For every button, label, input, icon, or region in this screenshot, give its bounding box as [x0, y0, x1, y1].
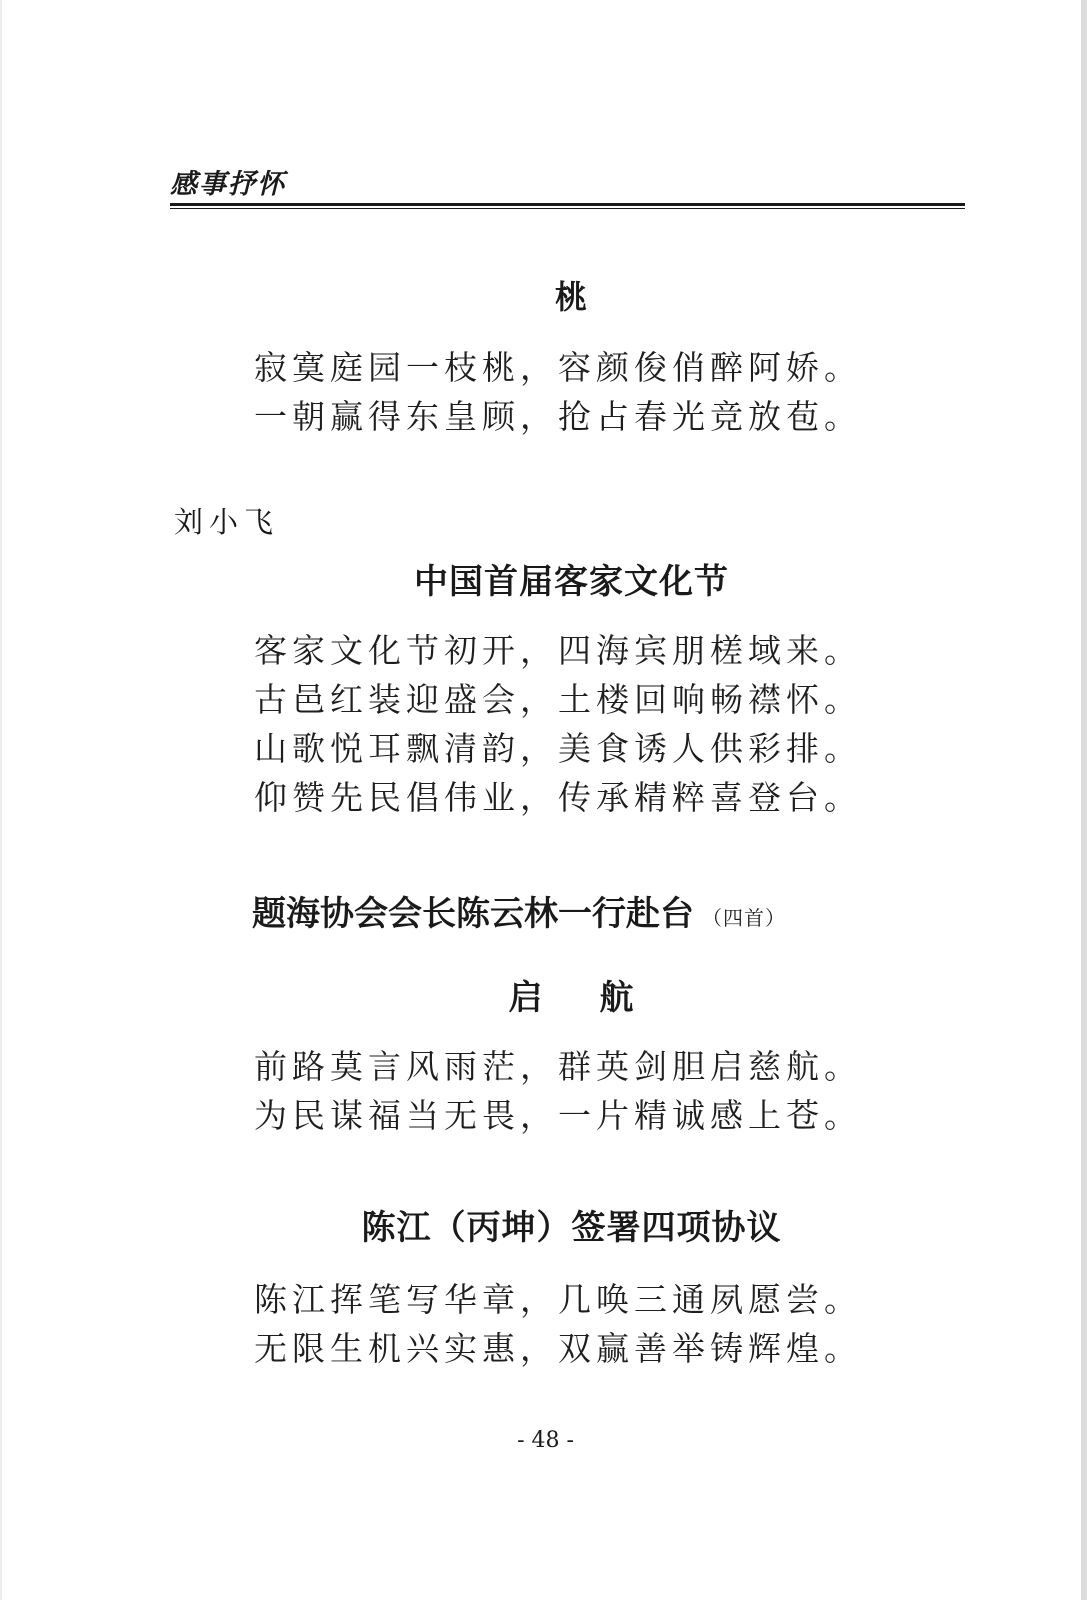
author-name: 刘小飞: [174, 505, 280, 539]
poem-line: 寂寞庭园一枝桃，容颜俊俏醉阿娇。: [254, 348, 862, 387]
poem-title-chenjiang: 陈江（丙坤）签署四项协议: [361, 1208, 782, 1248]
poem-body-hakka-festival: [254, 626, 894, 822]
poem-body-peach: [254, 343, 894, 441]
poem-title-hakka-festival: 中国首届客家文化节: [414, 562, 729, 602]
poem-line: 客家文化节初开，四海宾朋槎域来。: [254, 631, 862, 670]
poem-body-chenjiang: [254, 1275, 894, 1373]
poem-body-qihang: [254, 1042, 894, 1140]
header-rule-thick: [170, 203, 965, 206]
series-title-text: 题海协会会长陈云林一行赴台: [252, 894, 694, 934]
page-number: - 48 -: [517, 1428, 574, 1453]
poem-line: 一朝赢得东皇顾，抢占春光竞放苞。: [254, 397, 862, 436]
poem-line: 仰赞先民倡伟业，传承精粹喜登台。: [254, 778, 862, 817]
poem-line: 山歌悦耳飘清韵，美食诱人供彩排。: [254, 729, 862, 768]
header-rule-thin: [170, 208, 965, 209]
series-title: [252, 886, 786, 935]
poem-line: 无限生机兴实惠，双赢善举铸辉煌。: [254, 1329, 862, 1368]
poem-line: 为民谋福当无畏，一片精诚感上苍。: [254, 1096, 862, 1135]
poem-line: 陈江挥笔写华章，几唤三通夙愿尝。: [254, 1280, 862, 1319]
series-subtitle: （四首）: [702, 906, 786, 930]
title-char: 启: [508, 978, 544, 1018]
poem-line: 古邑红装迎盛会，土楼回响畅襟怀。: [254, 680, 862, 719]
section-label: 感事抒怀: [170, 169, 286, 200]
title-char: 航: [599, 978, 635, 1018]
poem-title-qihang: [2, 970, 1087, 1019]
poem-line: 前路莫言风雨茫，群英剑胆启慈航。: [254, 1047, 862, 1086]
poem-title-peach: 桃: [554, 278, 588, 316]
running-header: [170, 168, 965, 209]
